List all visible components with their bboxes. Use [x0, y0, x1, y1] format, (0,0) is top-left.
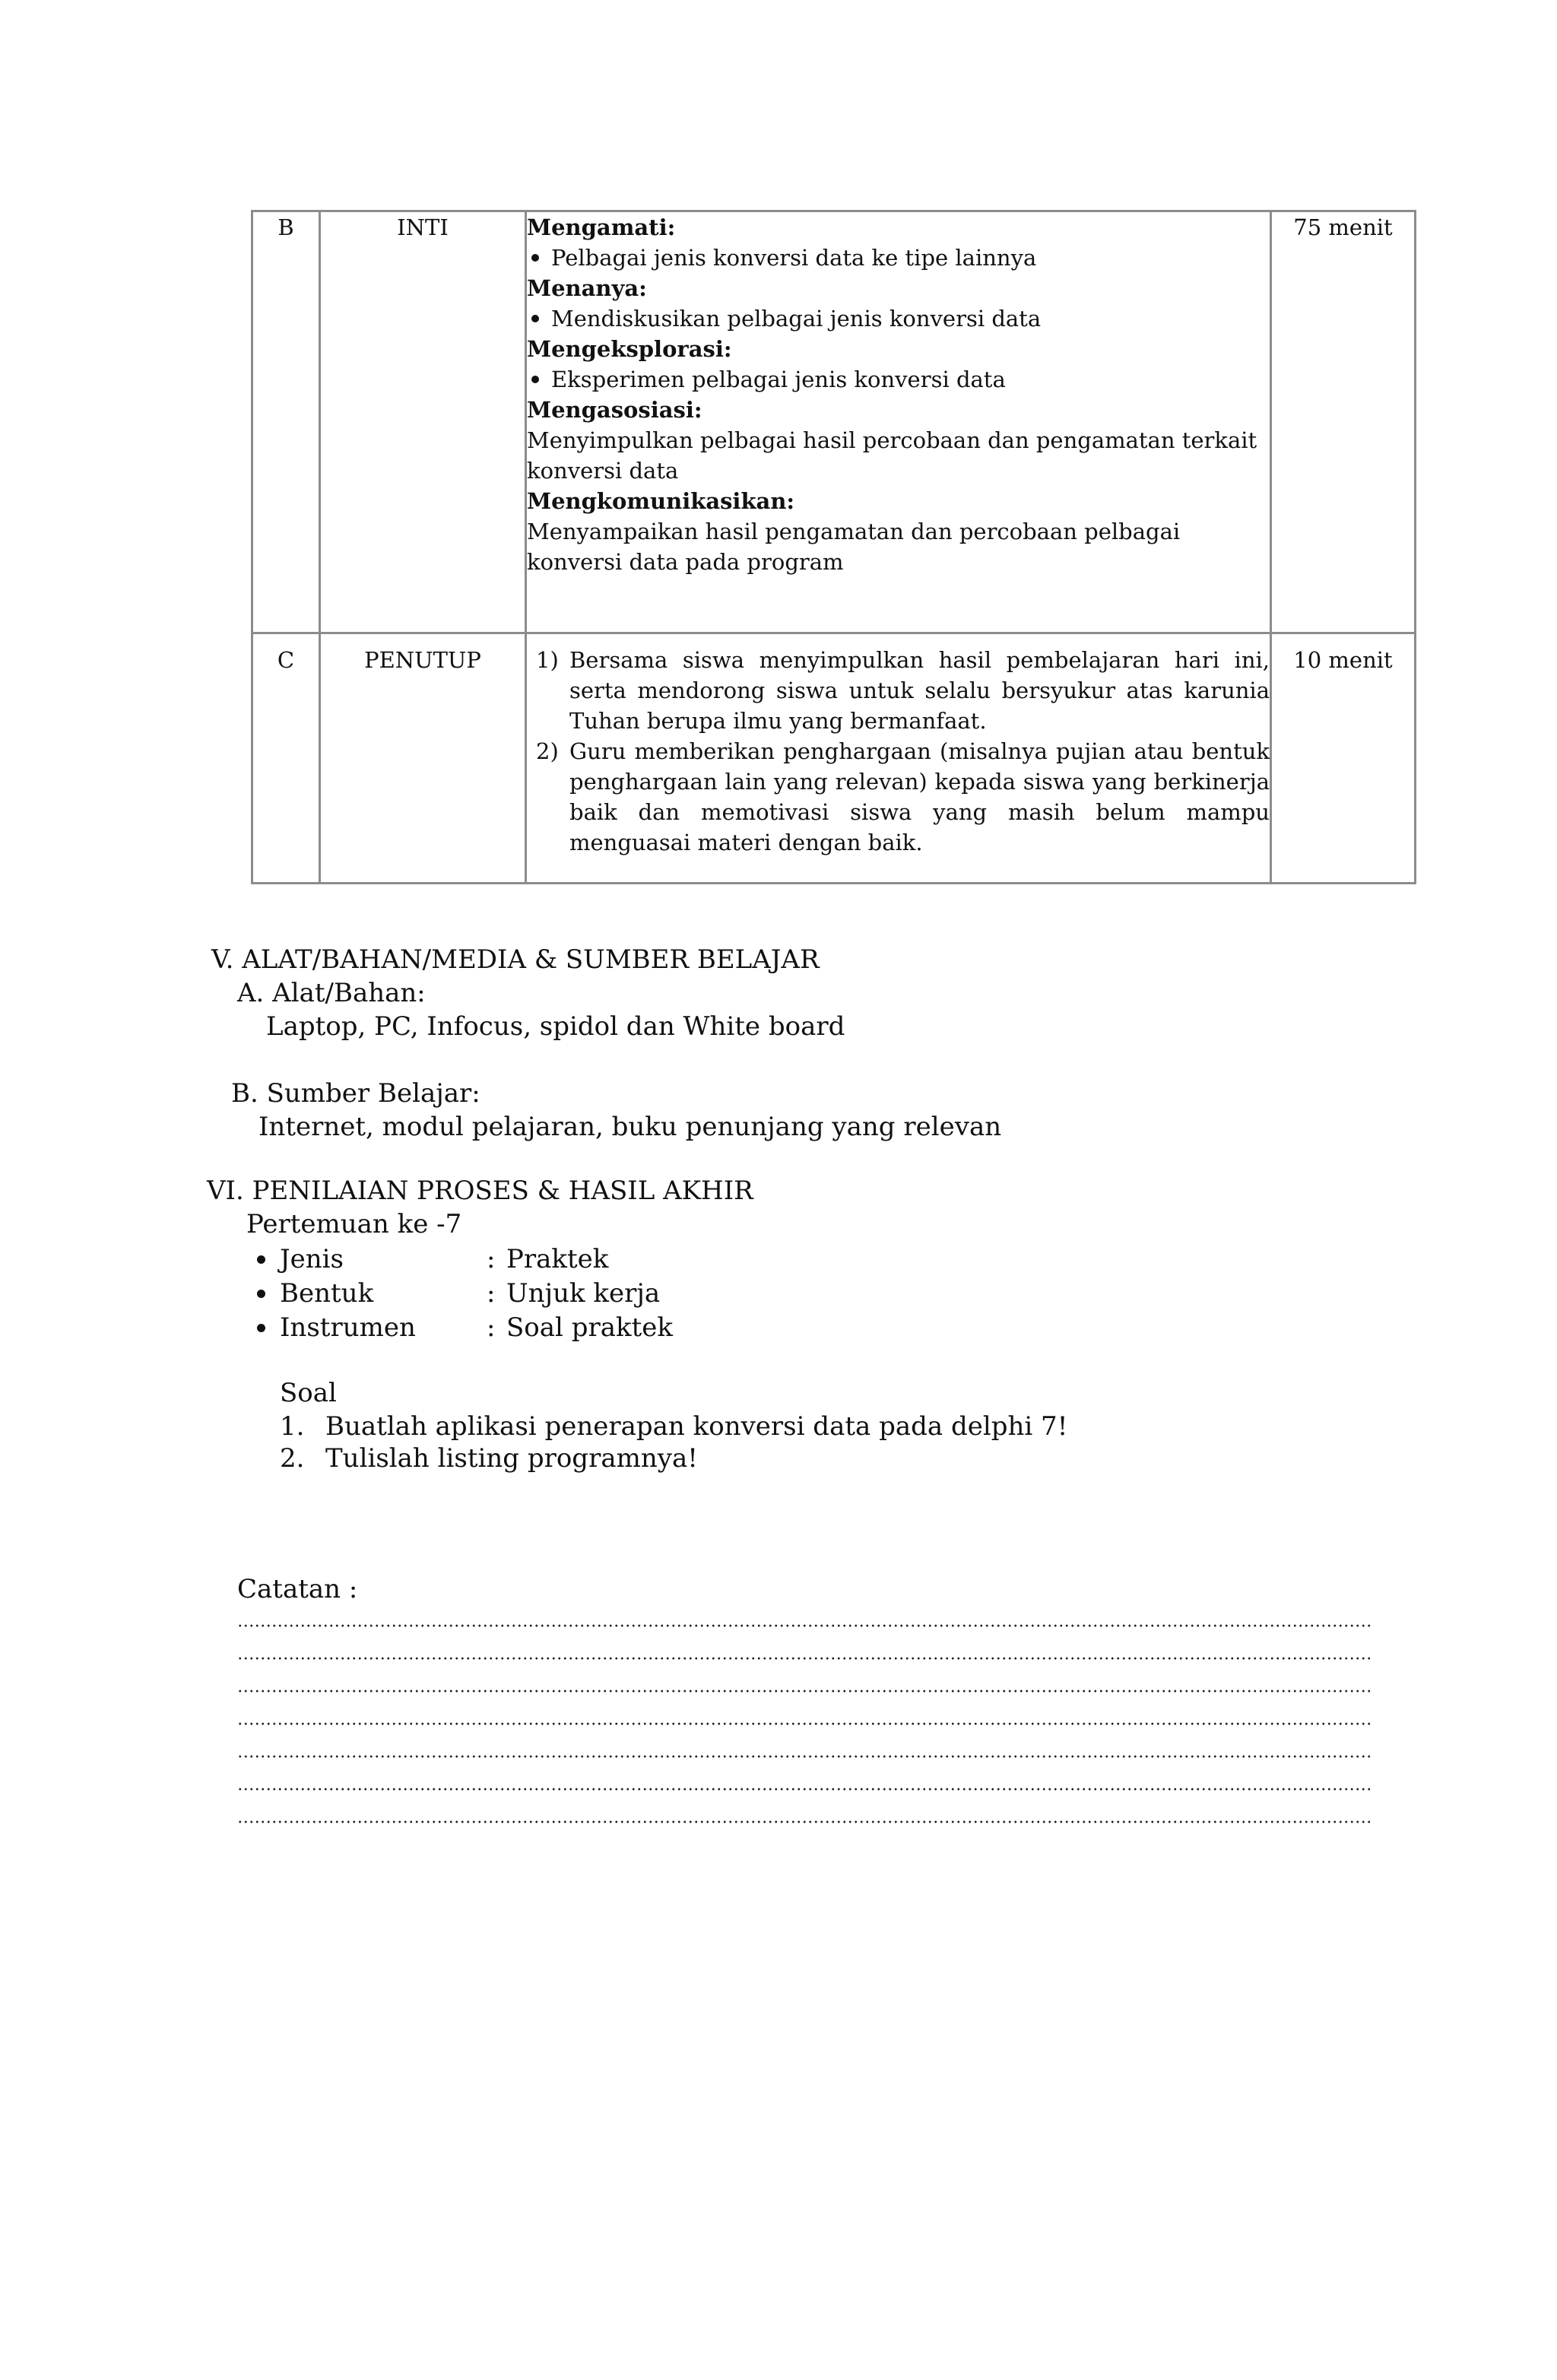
assessment-value: Praktek [506, 1244, 609, 1274]
row-duration: 75 menit [1271, 211, 1416, 633]
list-item-text: Pelbagai jenis konversi data ke tipe lainnya [551, 245, 1037, 271]
note-dotted-line [237, 1622, 1373, 1630]
list-item [527, 645, 1270, 736]
list-number: 2) [536, 738, 559, 764]
list-item [527, 303, 1270, 334]
activity-heading: Mengkomunikasikan: [527, 488, 795, 514]
closing-list [527, 645, 1270, 858]
note-dotted-line [237, 1818, 1373, 1826]
list-number: 1) [536, 647, 559, 673]
row-stage: PENUTUP [320, 633, 526, 884]
assessment-item [257, 1277, 713, 1310]
row-duration: 10 menit [1271, 633, 1416, 884]
assessment-value: Unjuk kerja [506, 1278, 661, 1309]
assessment-colon: : [487, 1312, 496, 1343]
assessment-colon: : [487, 1244, 496, 1274]
section-title: VI. PENILAIAN PROSES & HASIL AKHIR [207, 1176, 753, 1206]
assessment-label: Bentuk [280, 1278, 374, 1309]
row-code: C [252, 633, 320, 884]
meeting-label: Pertemuan ke -7 [246, 1209, 462, 1239]
subsection-text: Internet, modul pelajaran, buku penunjang yang relevan [258, 1112, 1002, 1142]
table-row [252, 633, 1416, 884]
list-item-text: Guru memberikan penghargaan (misalnya pujian atau bentuk penghargaan lain yang relevan) kepada siswa yang berkinerja baik dan memotivasi siswa yang masih belum mampu menguasai materi dengan baik. [569, 738, 1270, 855]
row-code: B [252, 211, 320, 633]
soal-number: 1. [280, 1411, 305, 1442]
list-item [527, 243, 1270, 273]
bullet-icon [531, 254, 539, 262]
list-item [527, 736, 1270, 858]
activity-heading: Mengasosiasi: [527, 397, 702, 423]
section-title: V. ALAT/BAHAN/MEDIA & SUMBER BELAJAR [211, 944, 820, 975]
activity-list [527, 243, 1270, 273]
assessment-item [257, 1242, 713, 1276]
soal-title: Soal [280, 1378, 337, 1408]
subsection-title: A. Alat/Bahan: [237, 978, 426, 1008]
subsection-title: B. Sumber Belajar: [231, 1078, 480, 1109]
activity-list [527, 303, 1270, 334]
table-row [252, 211, 1416, 633]
row-activities [526, 633, 1271, 884]
activity-paragraph: Menyampaikan hasil pengamatan dan percobaan pelbagai konversi data pada program [527, 519, 1181, 575]
activity-paragraph: Menyimpulkan pelbagai hasil percobaan dan pengamatan terkait konversi data [527, 427, 1257, 484]
row-stage: INTI [320, 211, 526, 633]
activity-heading: Menanya: [527, 275, 647, 301]
note-dotted-line [237, 1785, 1373, 1793]
bullet-icon [531, 376, 539, 383]
soal-number: 2. [280, 1443, 305, 1474]
activity-heading: Mengeksplorasi: [527, 336, 732, 362]
list-item-text: Bersama siswa menyimpulkan hasil pembelajaran hari ini, serta mendorong siswa untuk selalu bersyukur atas karunia Tuhan berupa ilmu yang bermanfaat. [569, 647, 1270, 734]
activity-list [527, 364, 1270, 395]
bullet-icon [257, 1255, 265, 1264]
list-item-text: Mendiskusikan pelbagai jenis konversi data [551, 306, 1042, 332]
assessment-colon: : [487, 1278, 496, 1309]
subsection-text: Laptop, PC, Infocus, spidol dan White board [266, 1011, 845, 1042]
assessment-value: Soal praktek [506, 1312, 673, 1343]
note-dotted-line [237, 1720, 1373, 1728]
note-dotted-line [237, 1687, 1373, 1695]
soal-text: Tulislah listing programnya! [325, 1443, 698, 1474]
bullet-icon [257, 1290, 265, 1298]
row-activities [526, 211, 1271, 633]
activity-heading: Mengamati: [527, 214, 676, 240]
bullet-icon [257, 1324, 265, 1332]
assessment-label: Instrumen [280, 1312, 416, 1343]
soal-text: Buatlah aplikasi penerapan konversi data pada delphi 7! [325, 1411, 1068, 1442]
assessment-item [257, 1311, 713, 1344]
notes-title: Catatan : [237, 1574, 358, 1604]
note-dotted-line [237, 1655, 1373, 1662]
bullet-icon [531, 315, 539, 322]
note-dotted-line [237, 1753, 1373, 1760]
lesson-activity-table [251, 210, 1416, 884]
assessment-label: Jenis [280, 1244, 344, 1274]
list-item [527, 364, 1270, 395]
list-item-text: Eksperimen pelbagai jenis konversi data [551, 367, 1006, 392]
